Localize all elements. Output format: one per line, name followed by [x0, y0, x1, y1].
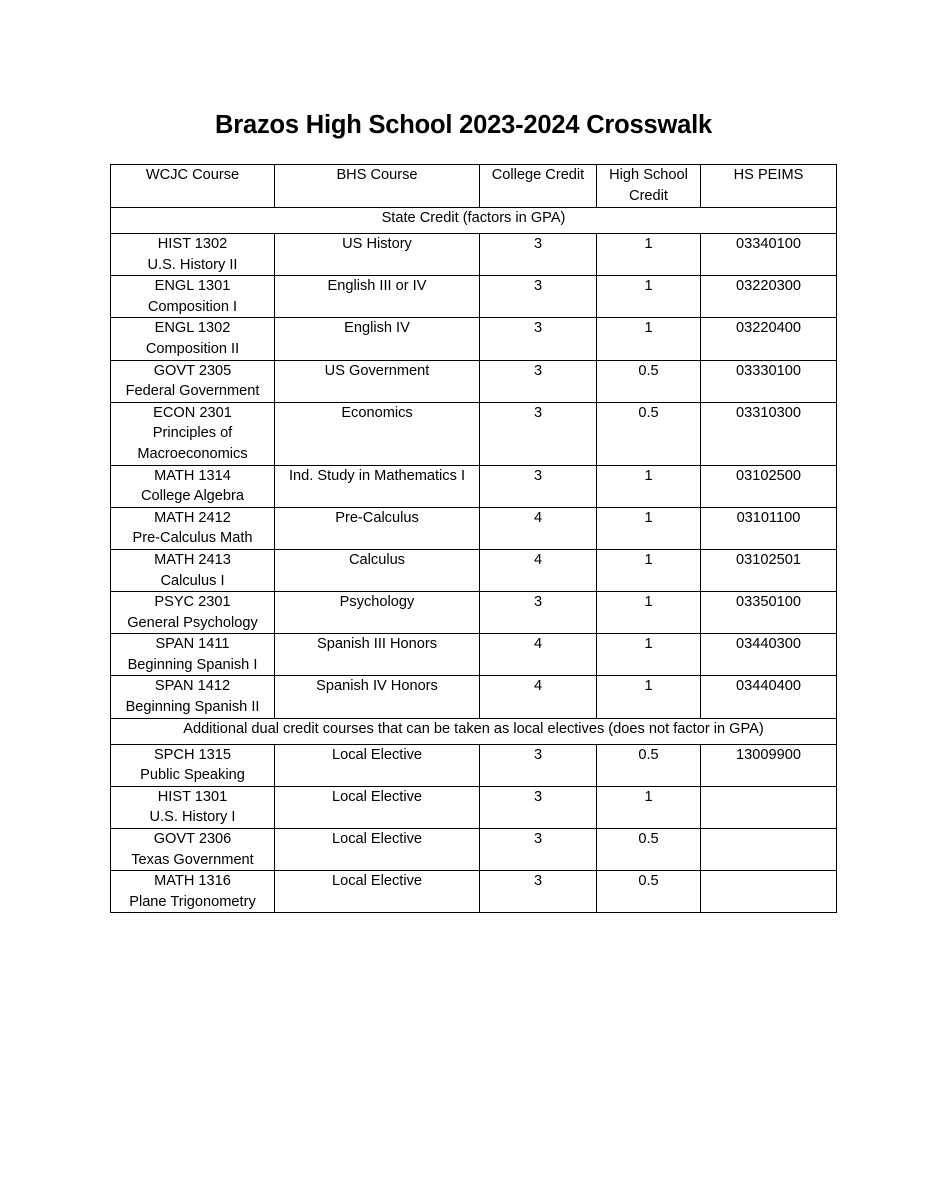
- wcjc-course-code: ENGL 1301: [154, 278, 231, 295]
- cell-bhs-course: Pre-Calculus: [275, 507, 480, 549]
- crosswalk-table-container: [110, 164, 836, 913]
- wcjc-course-code: GOVT 2306: [153, 831, 232, 848]
- wcjc-course-name: Plane Trigonometry: [129, 893, 256, 910]
- cell-wcjc-course: [111, 234, 275, 276]
- column-header-hs-peims: HS PEIMS: [701, 165, 837, 208]
- cell-college-credit: 3: [480, 829, 597, 871]
- table-row: [111, 360, 837, 402]
- cell-bhs-course: Local Elective: [275, 829, 480, 871]
- cell-hs-peims: 03220300: [701, 276, 837, 318]
- wcjc-course-code: MATH 2413: [154, 551, 231, 568]
- wcjc-course-code: MATH 2412: [154, 509, 231, 526]
- cell-hs-peims: 13009900: [701, 744, 837, 786]
- cell-high-school-credit: 1: [597, 318, 701, 360]
- cell-wcjc-course: [111, 676, 275, 718]
- cell-wcjc-course: [111, 465, 275, 507]
- wcjc-course-code: SPAN 1411: [155, 636, 230, 653]
- section-heading: Additional dual credit courses that can be taken as local electives (does not factor in GPA): [111, 718, 837, 744]
- wcjc-course-code: PSYC 2301: [154, 594, 231, 611]
- table-row: [111, 465, 837, 507]
- wcjc-course-name: U.S. History II: [147, 256, 238, 273]
- cell-wcjc-course: [111, 634, 275, 676]
- wcjc-course-name: Texas Government: [131, 851, 254, 868]
- cell-high-school-credit: 0.5: [597, 829, 701, 871]
- cell-college-credit: 3: [480, 402, 597, 465]
- cell-wcjc-course: [111, 360, 275, 402]
- cell-college-credit: 3: [480, 465, 597, 507]
- wcjc-course-name-cont: Macroeconomics: [137, 445, 248, 462]
- wcjc-course-name: U.S. History I: [149, 809, 236, 826]
- wcjc-course-name: Public Speaking: [140, 767, 245, 784]
- wcjc-course-name: Pre-Calculus Math: [132, 530, 253, 547]
- table-row: [111, 634, 837, 676]
- cell-high-school-credit: 1: [597, 465, 701, 507]
- wcjc-course-name: Beginning Spanish II: [125, 699, 260, 716]
- table-row: [111, 507, 837, 549]
- cell-hs-peims: 03102501: [701, 549, 837, 591]
- column-header-bhs-course: BHS Course: [275, 165, 480, 208]
- cell-bhs-course: Local Elective: [275, 744, 480, 786]
- wcjc-course-code: SPAN 1412: [154, 678, 231, 695]
- cell-college-credit: 3: [480, 871, 597, 913]
- cell-high-school-credit: 1: [597, 786, 701, 828]
- table-row: [111, 318, 837, 360]
- wcjc-course-name: Composition I: [147, 298, 238, 315]
- cell-wcjc-course: [111, 592, 275, 634]
- column-header-high-school-credit: High School Credit: [597, 165, 701, 208]
- table-row: [111, 829, 837, 871]
- cell-bhs-course: Spanish III Honors: [275, 634, 480, 676]
- cell-hs-peims: 03101100: [701, 507, 837, 549]
- cell-high-school-credit: 0.5: [597, 360, 701, 402]
- cell-college-credit: 3: [480, 360, 597, 402]
- cell-wcjc-course: [111, 744, 275, 786]
- wcjc-course-name: College Algebra: [140, 488, 245, 505]
- cell-bhs-course: Psychology: [275, 592, 480, 634]
- cell-bhs-course: Economics: [275, 402, 480, 465]
- cell-hs-peims: 03350100: [701, 592, 837, 634]
- wcjc-course-code: SPCH 1315: [153, 746, 232, 763]
- wcjc-course-name: Beginning Spanish I: [127, 656, 258, 673]
- cell-college-credit: 3: [480, 318, 597, 360]
- table-row: [111, 276, 837, 318]
- section-heading-row: [111, 718, 837, 744]
- wcjc-course-code: GOVT 2305: [153, 362, 232, 379]
- cell-hs-peims: 03440300: [701, 634, 837, 676]
- table-row: [111, 549, 837, 591]
- wcjc-course-name: Calculus I: [160, 572, 225, 589]
- table-header: [111, 165, 837, 208]
- cell-bhs-course: Local Elective: [275, 871, 480, 913]
- cell-college-credit: 4: [480, 507, 597, 549]
- cell-wcjc-course: [111, 871, 275, 913]
- cell-hs-peims: 03102500: [701, 465, 837, 507]
- cell-wcjc-course: [111, 507, 275, 549]
- column-header-college-credit: College Credit: [480, 165, 597, 208]
- page-title: Brazos High School 2023-2024 Crosswalk: [215, 111, 712, 139]
- table-row: [111, 402, 837, 465]
- cell-hs-peims: 03440400: [701, 676, 837, 718]
- cell-high-school-credit: 1: [597, 676, 701, 718]
- cell-college-credit: 3: [480, 786, 597, 828]
- cell-hs-peims: 03340100: [701, 234, 837, 276]
- cell-high-school-credit: 0.5: [597, 744, 701, 786]
- cell-college-credit: 3: [480, 234, 597, 276]
- cell-wcjc-course: [111, 786, 275, 828]
- cell-college-credit: 4: [480, 634, 597, 676]
- cell-high-school-credit: 1: [597, 549, 701, 591]
- cell-bhs-course: US History: [275, 234, 480, 276]
- cell-high-school-credit: 0.5: [597, 871, 701, 913]
- cell-college-credit: 3: [480, 744, 597, 786]
- cell-hs-peims: 03220400: [701, 318, 837, 360]
- column-header-wcjc-course: WCJC Course: [111, 165, 275, 208]
- table-row: [111, 592, 837, 634]
- cell-high-school-credit: 1: [597, 276, 701, 318]
- cell-high-school-credit: 1: [597, 507, 701, 549]
- wcjc-course-name: Composition II: [145, 340, 240, 357]
- wcjc-course-name: Principles of: [152, 425, 233, 442]
- table-row: [111, 676, 837, 718]
- cell-bhs-course: English IV: [275, 318, 480, 360]
- wcjc-course-code: HIST 1302: [157, 236, 228, 252]
- wcjc-course-code: ECON 2301: [153, 404, 232, 421]
- cell-college-credit: 3: [480, 592, 597, 634]
- table-row: [111, 786, 837, 828]
- cell-high-school-credit: 1: [597, 234, 701, 276]
- wcjc-course-code: MATH 1314: [154, 467, 231, 484]
- cell-hs-peims: [701, 871, 837, 913]
- cell-bhs-course: Spanish IV Honors: [275, 676, 480, 718]
- cell-high-school-credit: 1: [597, 592, 701, 634]
- cell-wcjc-course: [111, 402, 275, 465]
- wcjc-course-code: MATH 1316: [154, 873, 231, 890]
- cell-bhs-course: Calculus: [275, 549, 480, 591]
- cell-hs-peims: 03310300: [701, 402, 837, 465]
- cell-hs-peims: [701, 829, 837, 871]
- cell-high-school-credit: 1: [597, 634, 701, 676]
- cell-high-school-credit: 0.5: [597, 402, 701, 465]
- cell-hs-peims: [701, 786, 837, 828]
- cell-hs-peims: 03330100: [701, 360, 837, 402]
- section-heading-row: [111, 208, 837, 234]
- table-row: [111, 744, 837, 786]
- cell-wcjc-course: [111, 829, 275, 871]
- crosswalk-table: [110, 164, 837, 913]
- cell-wcjc-course: [111, 276, 275, 318]
- cell-college-credit: 4: [480, 549, 597, 591]
- wcjc-course-name: General Psychology: [127, 614, 258, 631]
- wcjc-course-code: HIST 1301: [157, 788, 228, 805]
- cell-wcjc-course: [111, 318, 275, 360]
- cell-bhs-course: Local Elective: [275, 786, 480, 828]
- cell-college-credit: 3: [480, 276, 597, 318]
- wcjc-course-name: Federal Government: [125, 383, 260, 400]
- section-heading: State Credit (factors in GPA): [111, 208, 837, 234]
- table-row: [111, 871, 837, 913]
- table-row: [111, 234, 837, 276]
- cell-college-credit: 4: [480, 676, 597, 718]
- cell-bhs-course: US Government: [275, 360, 480, 402]
- cell-wcjc-course: [111, 549, 275, 591]
- cell-bhs-course: English III or IV: [275, 276, 480, 318]
- cell-bhs-course: Ind. Study in Mathematics I: [275, 465, 480, 507]
- wcjc-course-code: ENGL 1302: [154, 320, 231, 337]
- table-body: [111, 208, 837, 913]
- table-header-row: [111, 165, 837, 208]
